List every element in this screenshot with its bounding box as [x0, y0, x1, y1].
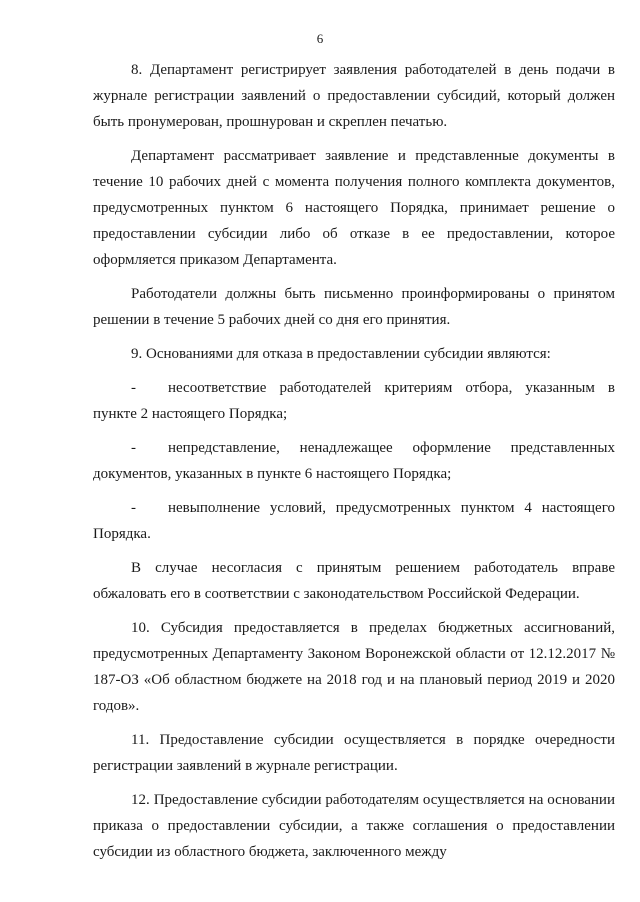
list-dash: -	[131, 380, 136, 396]
list-item-text: несоответствие работодателей критериям отбора, указанным в пункте 2 настоящего Порядка;	[93, 380, 615, 422]
list-dash: -	[131, 500, 136, 516]
page-number: 6	[316, 31, 324, 46]
paragraph-8-notification: Работодатели должны быть письменно проинформированы о принятом решении в течение 5 рабочих дней со дня его принятия.	[93, 286, 615, 328]
paragraph-9: 9. Основаниями для отказа в предоставлении субсидии являются:	[131, 346, 551, 362]
paragraph-10: 10. Субсидия предоставляется в пределах бюджетных ассигнований, предусмотренных Департаменту Законом Воронежской области от 12.12.2017 № 187-ОЗ «Об областном бюджете на 2018 год и на плановый период 2019 и 2020 годов».	[93, 620, 615, 714]
paragraph-8: 8. Департамент регистрирует заявления работодателей в день подачи в журнале регистрации заявлений о предоставлении субсидий, который должен быть пронумерован, прошнурован и скреплен печатью.	[93, 62, 615, 130]
list-item	[93, 435, 615, 487]
paragraph-11: 11. Предоставление субсидии осуществляется в порядке очередности регистрации заявлений в журнале регистрации.	[93, 732, 615, 774]
list-dash: -	[131, 440, 136, 456]
list-item	[93, 375, 615, 427]
paragraph-8-review: Департамент рассматривает заявление и представленные документы в течение 10 рабочих дней с момента получения полного комплекта документов, предусмотренных пунктом 6 настоящего Порядка, принимает решение о предоставлении субсидии либо об отказе в ее предоставлении, которое оформляется приказом Департамента.	[93, 148, 615, 268]
paragraph-12: 12. Предоставление субсидии работодателям осуществляется на основании приказа о предоставлении субсидии, а также соглашения о предоставлении субсидии из областного бюджета, заключенного между	[93, 792, 615, 860]
list-item-text: невыполнение условий, предусмотренных пунктом 4 настоящего Порядка.	[93, 500, 615, 542]
document-body	[93, 57, 615, 873]
list-item	[93, 495, 615, 547]
list-item-text: непредставление, ненадлежащее оформление представленных документов, указанных в пункте 6 настоящего Порядка;	[93, 440, 615, 482]
paragraph-9-appeal: В случае несогласия с принятым решением работодатель вправе обжаловать его в соответствии с законодательством Российской Федерации.	[93, 560, 615, 602]
